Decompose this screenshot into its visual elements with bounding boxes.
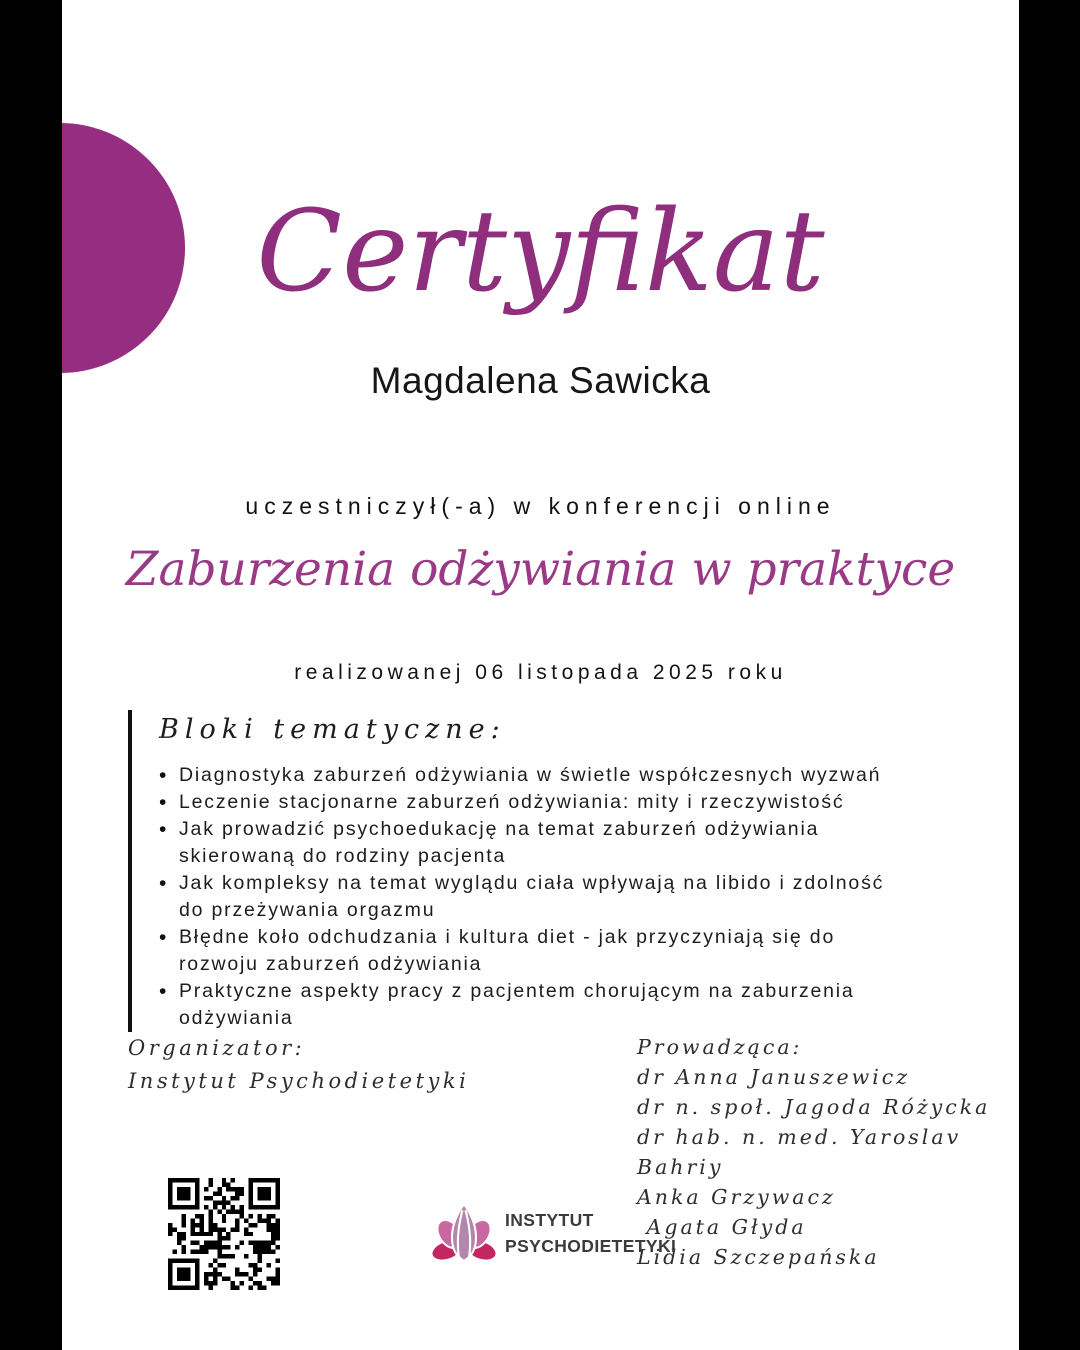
conference-date: realizowanej 06 listopada 2025 roku (294, 661, 787, 684)
topic-item: • Jak kompleksy na temat wyglądu ciała wpływają na libido i zdolność do przeżywania orgazmu (132, 870, 902, 924)
certificate-page (62, 0, 1019, 1350)
participation-line: uczestniczył(-a) w konferencji online (245, 493, 836, 519)
topic-item: • Jak prowadzić psychoedukację na temat zaburzeń odżywiania skierowaną do rodziny pacjenta (132, 816, 902, 870)
lotus-flower-icon (431, 1200, 497, 1266)
topic-item: • Praktyczne aspekty pracy z pacjentem chorującym na zaburzenia odżywiania (132, 978, 902, 1032)
institute-logo (431, 1200, 676, 1266)
certificate-title: Certyfikat (256, 187, 825, 317)
organizer-block (128, 1032, 469, 1098)
speaker-name: Anka Grzywacz (637, 1185, 836, 1209)
topics-section (128, 710, 928, 1032)
conference-title: Zaburzenia odżywiania w praktyce (125, 542, 956, 597)
speakers-block (637, 1032, 1019, 1272)
topic-item: • Leczenie stacjonarne zaburzeń odżywiania: mity i rzeczywistość (132, 789, 902, 816)
speakers-label: Prowadząca: (637, 1035, 803, 1059)
topics-heading: Bloki tematyczne: (159, 714, 506, 745)
speaker-name: dr hab. n. med. Yaroslav Bahriy (637, 1125, 971, 1179)
recipient-name: Magdalena Sawicka (370, 360, 711, 401)
topic-item: • Diagnostyka zaburzeń odżywiania w świetle współczesnych wyzwań (132, 762, 902, 789)
speaker-name: dr n. społ. Jagoda Różycka (637, 1095, 991, 1119)
speaker-name: Lidia Szczepańska (637, 1245, 880, 1269)
topics-list (132, 762, 902, 1032)
organizer-label: Organizator: (128, 1036, 306, 1060)
qr-code (168, 1178, 280, 1290)
logo-line2: PSYCHODIETETYKI (505, 1236, 677, 1256)
speakers-list (637, 1062, 1019, 1272)
organizer-name: Instytut Psychodietetyki (128, 1069, 470, 1093)
logo-wordmark (505, 1207, 676, 1259)
logo-line1: INSTYTUT (505, 1210, 594, 1230)
speaker-name: Agata Głyda (637, 1215, 807, 1239)
topic-item: • Błędne koło odchudzania i kultura diet - jak przyczyniają się do rozwoju zaburzeń odżywiania (132, 924, 902, 978)
speaker-name: dr Anna Januszewicz (637, 1065, 911, 1089)
